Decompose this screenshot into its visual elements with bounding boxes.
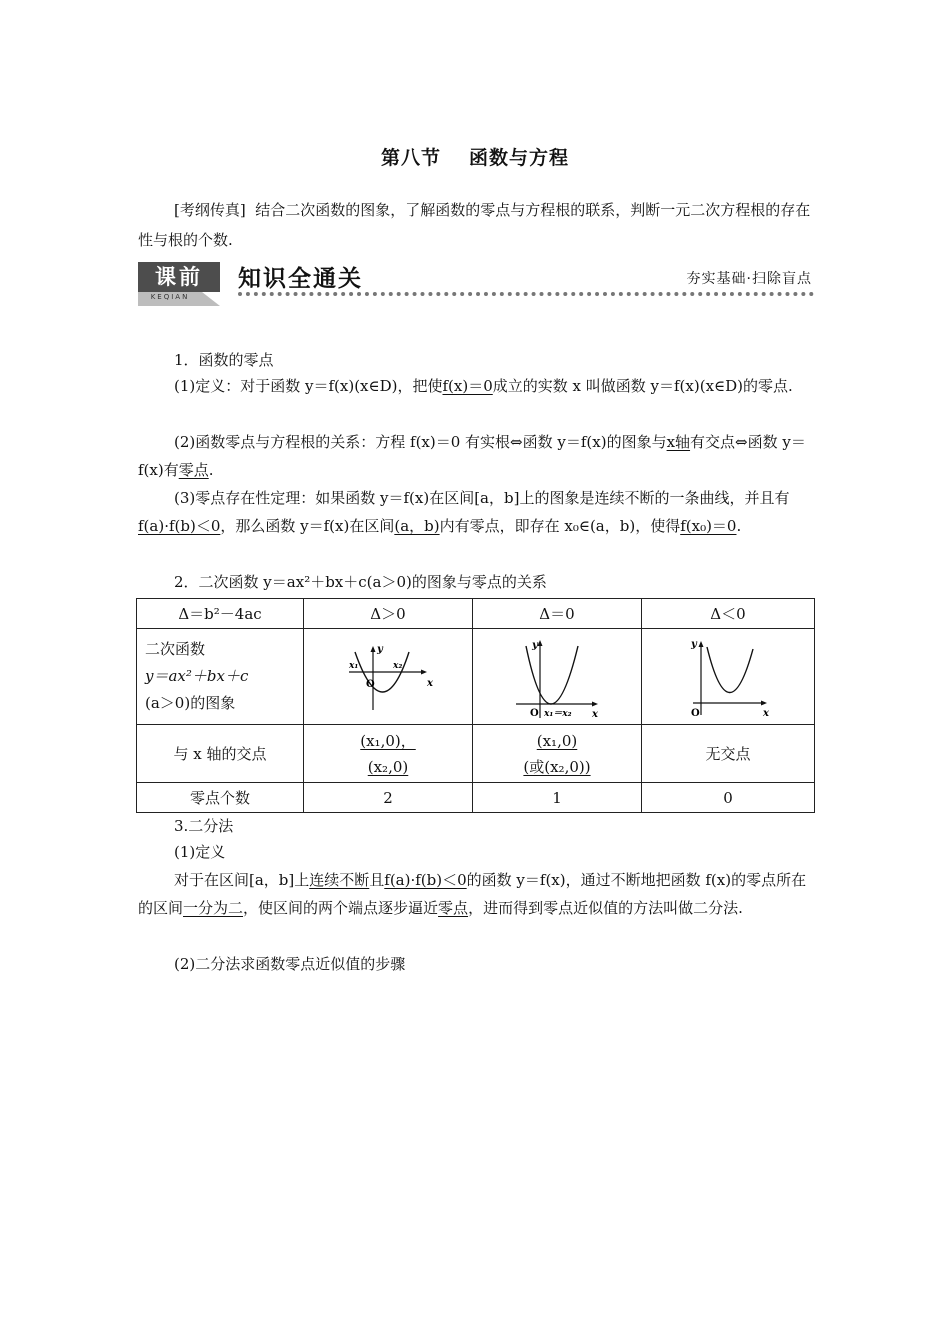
intersection-cell-two bbox=[304, 725, 473, 783]
s1-heading: 1．函数的零点 bbox=[174, 351, 274, 369]
intersection-x2: (x₂,0) bbox=[367, 757, 409, 776]
intersection-cell-none: 无交点 bbox=[642, 725, 815, 783]
s3-text-b: 且 bbox=[369, 871, 385, 889]
graph-x-label: x bbox=[592, 708, 598, 720]
s1-thm-text-a: (3)零点存在性定理：如果函数 y＝f(x)在区间[a，b]上的图象是连续不断的一条曲线，并且有 bbox=[174, 489, 790, 507]
intersection-x2-alt: (或(x₂,0)) bbox=[523, 757, 591, 776]
s1-rel-text-a: (2)函数零点与方程根的关系：方程 f(x)＝0 有实根⇔函数 y＝f(x)的图象与 bbox=[174, 433, 667, 451]
s1-rel-blank-2: 零点 bbox=[178, 461, 209, 479]
graph-cell-one-root bbox=[473, 629, 642, 725]
graph-y-label: y bbox=[691, 638, 697, 650]
section-name: 函数与方程 bbox=[469, 147, 570, 169]
s1-thm-text-b: ，那么函数 y＝f(x)在区间 bbox=[220, 517, 395, 535]
section-number: 第八节 bbox=[380, 147, 441, 169]
s3-text-d: ，使区间的两个端点逐步逼近 bbox=[243, 899, 439, 917]
syllabus-tag: [考纲传真] bbox=[174, 201, 246, 219]
s3-heading: 3.二分法 bbox=[174, 817, 234, 835]
intersection-cell-one bbox=[473, 725, 642, 783]
graph-x-label: x bbox=[427, 677, 433, 689]
s2-heading: 2．二次函数 y＝ax²＋bx＋c(a＞0)的图象与零点的关系 bbox=[174, 573, 547, 591]
banner-badge-notch bbox=[202, 292, 220, 306]
graph-origin-label: O bbox=[530, 707, 539, 719]
table-row-label bbox=[137, 629, 304, 725]
table-header-row bbox=[137, 599, 815, 629]
row-label-line-1: 二次函数 bbox=[145, 640, 206, 658]
s1-rel-text-b: 有交点⇔函数 y＝f(x)有 bbox=[138, 433, 806, 479]
s1-theorem bbox=[138, 484, 814, 540]
s3-blank-4: 零点 bbox=[438, 899, 469, 917]
s1-relation bbox=[138, 428, 814, 484]
s1-thm-blank-3: f(x₀)＝0 bbox=[680, 517, 737, 535]
s1-thm-text-c: 内有零点，即存在 x₀∈(a，b)，使得 bbox=[439, 517, 681, 535]
table-intersection-row bbox=[137, 725, 815, 783]
s1-thm-blank-2: (a，b) bbox=[394, 517, 440, 535]
graph-origin-label: O bbox=[366, 678, 375, 690]
zero-count-cell: 1 bbox=[473, 783, 642, 813]
graph-cell-no-root bbox=[642, 629, 815, 725]
section-banner bbox=[138, 262, 814, 308]
table-header-cell: Δ＜0 bbox=[642, 599, 815, 629]
s1-rel-blank-1: x轴 bbox=[666, 433, 691, 451]
parabola-two-roots-graph bbox=[343, 642, 433, 712]
intersection-x1: (x₁,0) bbox=[536, 731, 578, 750]
banner-slogan: 夯实基础·扫除盲点 bbox=[686, 271, 812, 287]
graph-x1-x2-label: x₁＝x₂ bbox=[544, 708, 572, 719]
page-title bbox=[0, 143, 950, 170]
table-row-label: 零点个数 bbox=[137, 783, 304, 813]
graph-x-label: x bbox=[763, 707, 769, 717]
syllabus-text: 结合二次函数的图象，了解函数的零点与方程根的联系，判断一元二次方程根的存在性与根的个数. bbox=[138, 201, 811, 249]
intersection-x1: (x₁,0)， bbox=[360, 731, 416, 750]
table-row-label: 与 x 轴的交点 bbox=[137, 725, 304, 783]
table-graph-row bbox=[137, 629, 815, 725]
s1-thm-blank-1: f(a)·f(b)＜0 bbox=[138, 517, 221, 535]
table-header-cell: Δ＝b²－4ac bbox=[137, 599, 304, 629]
banner-divider bbox=[238, 292, 814, 296]
s1-def-text-b: 成立的实数 x 叫做函数 y＝f(x)(x∈D)的零点. bbox=[492, 377, 793, 395]
zero-count-cell: 2 bbox=[304, 783, 473, 813]
graph-y-label: y bbox=[377, 643, 383, 655]
graph-cell-two-roots bbox=[304, 629, 473, 725]
zero-count-cell: 0 bbox=[642, 783, 815, 813]
s3-definition-text bbox=[138, 866, 814, 922]
s3-text-e: ，进而得到零点近似值的方法叫做二分法. bbox=[468, 899, 743, 917]
s3-text-c: 的函数 y＝f(x)，通过不断地把函数 f(x)的零点所在的区间 bbox=[138, 871, 807, 917]
table-header-cell: Δ＝0 bbox=[473, 599, 642, 629]
s3-definition-heading: (1)定义 bbox=[174, 843, 226, 861]
graph-origin-label: O bbox=[691, 707, 700, 717]
s3-text-a: 对于在区间[a，b]上 bbox=[174, 871, 310, 889]
parabola-one-root-graph bbox=[512, 634, 602, 720]
s1-def-text-a: (1)定义：对于函数 y＝f(x)(x∈D)，把使 bbox=[174, 377, 443, 395]
s1-thm-text-d: . bbox=[736, 517, 742, 535]
table-count-row bbox=[137, 783, 815, 813]
s3-steps-heading: (2)二分法求函数零点近似值的步骤 bbox=[174, 955, 406, 973]
s3-blank-1: 连续不断 bbox=[309, 871, 370, 889]
banner-badge-pinyin: KEQIAN bbox=[150, 293, 190, 301]
row-label-line-3: (a＞0)的图象 bbox=[145, 694, 236, 712]
table-header-cell: Δ＞0 bbox=[304, 599, 473, 629]
row-label-line-2: y＝ax²＋bx＋c bbox=[145, 667, 249, 685]
s3-blank-3: 一分为二 bbox=[183, 899, 244, 917]
s1-rel-text-c: . bbox=[208, 461, 214, 479]
syllabus-intro bbox=[138, 195, 814, 255]
s1-def-blank: f(x)＝0 bbox=[442, 377, 493, 395]
graph-x2-label: x₂ bbox=[393, 660, 403, 671]
parabola-no-root-graph bbox=[683, 637, 773, 717]
quadratic-zero-table bbox=[136, 598, 815, 813]
banner-title: 知识全通关 bbox=[238, 266, 363, 292]
s1-definition bbox=[138, 372, 814, 400]
graph-y-label: y bbox=[532, 639, 538, 651]
graph-x1-label: x₁ bbox=[349, 660, 359, 671]
banner-badge: 课前 bbox=[138, 262, 220, 292]
s3-blank-2: f(a)·f(b)＜0 bbox=[384, 871, 467, 889]
